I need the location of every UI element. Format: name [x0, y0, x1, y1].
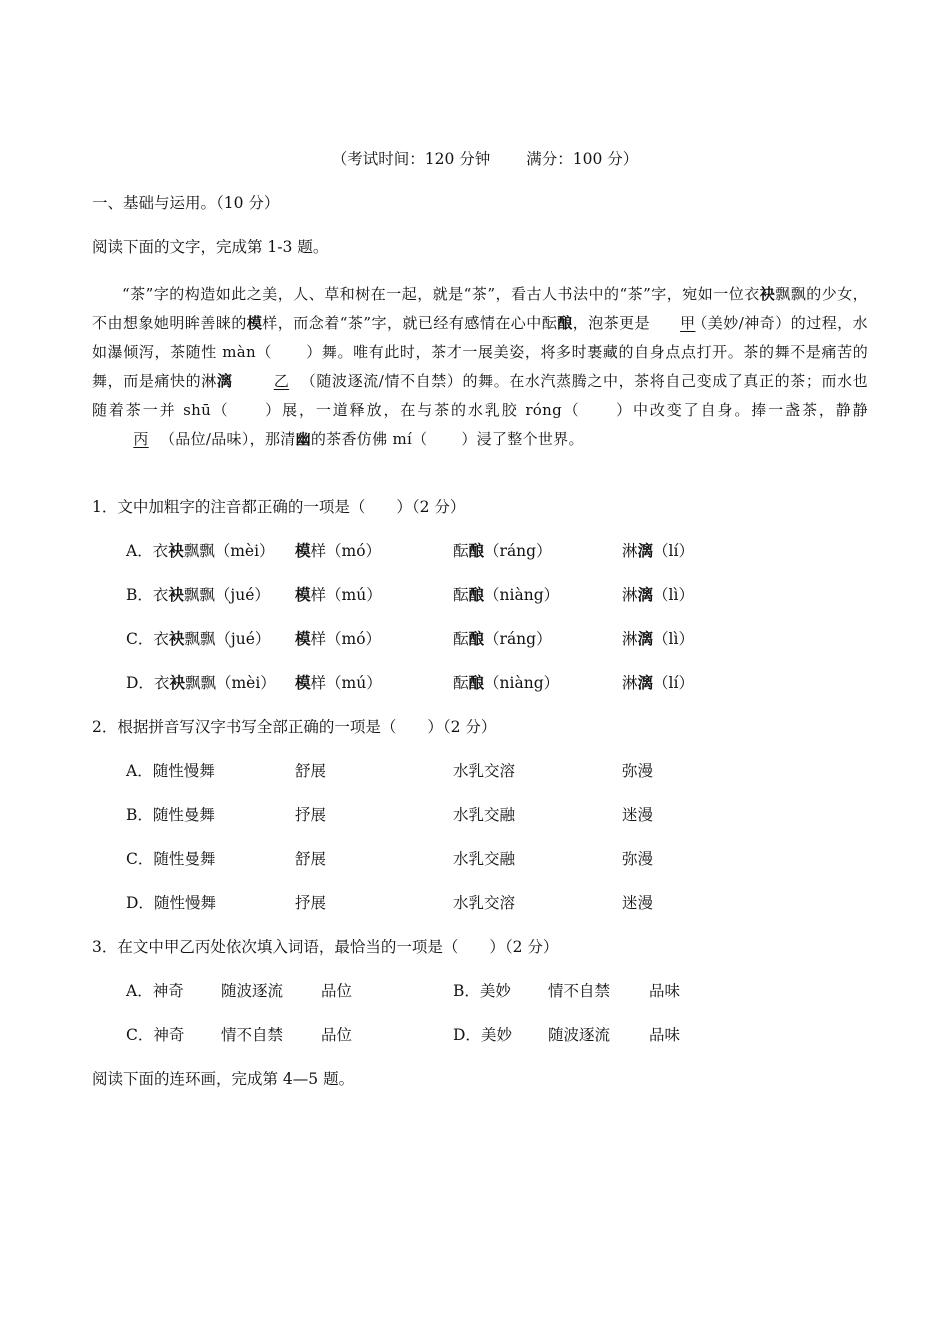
exam-header [0, 148, 950, 170]
option-text: （ráng） [484, 542, 552, 560]
option-text: 飘飘（jué） [184, 630, 271, 648]
blank-bing: 丙 [133, 430, 149, 448]
option-text: 舒展 [295, 762, 327, 780]
blank-jia: 甲 [680, 314, 696, 332]
option-text: 舒展 [295, 850, 327, 868]
option-text: 神奇 [153, 1026, 185, 1044]
option-letter: B． [126, 586, 153, 604]
bold-char: 酿 [468, 541, 485, 560]
option-text: 弥漫 [622, 850, 654, 868]
passage-text: ）舞。唯有此时，茶才一展美姿，将多时裹藏的自身点点打开。茶的舞不是痛苦的舞，而是痛快的淋 [92, 343, 868, 390]
question-1-stem: 1．文中加粗字的注音都正确的一项是（ ）（2 分） [92, 498, 466, 516]
option-text: 随性慢舞 [153, 894, 216, 912]
option-text: 随性曼舞 [152, 806, 215, 824]
option-text: 神奇 [152, 982, 184, 1000]
bold-char: 模 [295, 629, 311, 648]
option-text: （niàng） [484, 674, 560, 692]
option-text: 水乳交融 [453, 850, 516, 868]
option-text: 品位 [321, 982, 353, 1000]
option-letter: C． [126, 630, 154, 648]
bold-char: 漓 [637, 673, 654, 692]
option-text: 水乳交溶 [453, 762, 516, 780]
option-text: 水乳交融 [453, 806, 516, 824]
option-letter: D． [126, 674, 154, 692]
option-text: 迷漫 [622, 894, 654, 912]
option-text: 飘飘（jué） [183, 586, 270, 604]
bold-char: 幽 [295, 430, 311, 448]
option-text: 品味 [649, 982, 681, 1000]
option-text: 品味 [649, 1026, 681, 1044]
option-text: 抒展 [295, 806, 327, 824]
option-text: 美妙 [480, 1026, 512, 1044]
option-text: 酝 [453, 630, 469, 648]
bold-char: 袂 [169, 673, 185, 692]
option-text: 迷漫 [622, 806, 654, 824]
bold-char: 模 [246, 314, 263, 332]
option-text: 淋 [622, 630, 638, 648]
bold-char: 模 [295, 541, 311, 560]
option-text: 情不自禁 [548, 982, 611, 1000]
option-letter: A． [126, 762, 153, 780]
passage-text: （随波逐流/情不自禁）的舞。在水汽蒸腾之中，茶将自己变成了真正的茶；而水也随着茶一并 shū（ [92, 372, 868, 419]
option-text: 衣 [152, 586, 169, 604]
option-letter: D． [126, 894, 154, 912]
option-text: 酝 [453, 674, 469, 692]
passage-text: ）浸了整个世界。 [461, 430, 584, 448]
bold-char: 酿 [468, 585, 485, 604]
option-text: 淋 [622, 542, 638, 560]
bold-char: 袂 [168, 629, 185, 648]
option-text: （lì） [653, 586, 694, 604]
section-title: 一、基础与运用。（10 分） [92, 194, 280, 212]
bold-char: 袂 [168, 541, 184, 560]
option-text: 弥漫 [622, 762, 654, 780]
exam-time: （考试时间：120 分钟 [331, 150, 491, 168]
passage-text: ）中改变了自身。捧一盏茶，静静 [614, 401, 868, 419]
passage-text: 飘飘的少女，不由想象她明眸善睐的 [92, 285, 868, 332]
option-text: 随波逐流 [548, 1026, 611, 1044]
bold-char: 漓 [637, 585, 654, 604]
option-letter: A． [126, 542, 153, 560]
bold-char: 漓 [637, 629, 654, 648]
bold-char: 酿 [468, 673, 485, 692]
bold-char: 模 [295, 585, 311, 604]
question-3-stem: 3．在文中甲乙丙处依次填入词语，最恰当的一项是（ ）（2 分） [92, 938, 559, 956]
option-text: 飘飘（mèi） [183, 542, 275, 560]
blank-yi: 乙 [273, 372, 290, 390]
option-text: 淋 [622, 586, 638, 604]
bold-char: 漓 [637, 541, 654, 560]
bold-char: 袂 [759, 285, 776, 303]
bold-char: 漓 [216, 372, 233, 390]
option-text: 淋 [622, 674, 638, 692]
passage-text: ，泡茶更是 [572, 314, 651, 332]
option-text: 样（mú） [310, 674, 382, 692]
option-text: 样（mó） [310, 630, 382, 648]
option-text: 情不自禁 [221, 1026, 284, 1044]
option-letter: C． [126, 1026, 154, 1044]
bold-char: 模 [295, 673, 311, 692]
bold-char: 袂 [168, 585, 184, 604]
option-text: 水乳交溶 [453, 894, 516, 912]
option-text: 样（mó） [310, 542, 382, 560]
option-text: （niàng） [484, 586, 560, 604]
option-text: 衣 [152, 542, 169, 560]
option-text: 样（mú） [310, 586, 382, 604]
passage-text: （美妙/神奇）的过程，水如瀑倾泻，茶随性 màn（ [92, 314, 868, 361]
passage [92, 280, 868, 454]
option-letter: B． [126, 806, 153, 824]
option-text: 衣 [153, 674, 170, 692]
option-text: 品位 [321, 1026, 353, 1044]
option-text: 抒展 [295, 894, 327, 912]
option-text: 衣 [153, 630, 169, 648]
option-text: 美妙 [479, 982, 511, 1000]
option-text: （lì） [653, 630, 694, 648]
bold-char: 酿 [468, 629, 485, 648]
bold-char: 酿 [557, 314, 573, 332]
option-text: （ráng） [484, 630, 552, 648]
passage-text: ）展，一道释放，在与茶的水乳胶 róng（ [263, 401, 581, 419]
option-letter: B． [453, 982, 480, 1000]
option-text: 随性曼舞 [153, 850, 216, 868]
passage-text: （品位/品味），那清 [160, 430, 296, 448]
exam-score: 满分：100 分） [526, 150, 639, 168]
option-letter: D． [453, 1026, 481, 1044]
question-2-stem: 2．根据拼音写汉字书写全部正确的一项是（ ）（2 分） [92, 718, 497, 736]
option-text: （lí） [653, 674, 694, 692]
reading-instruction-1: 阅读下面的文字，完成第 1-3 题。 [92, 238, 329, 256]
reading-instruction-2: 阅读下面的连环画，完成第 4—5 题。 [92, 1070, 355, 1088]
option-text: 飘飘（mèi） [184, 674, 276, 692]
passage-text: 的茶香仿佛 mí（ [310, 430, 428, 448]
passage-text: 样，而念着“茶”字，就已经有感情在心中酝 [262, 314, 558, 332]
option-letter: C． [126, 850, 154, 868]
option-text: （lí） [653, 542, 694, 560]
option-text: 酝 [453, 586, 469, 604]
passage-text: “茶”字的构造如此之美，人、草和树在一起，就是“茶”，看古人书法中的“茶”字，宛如一位衣 [122, 285, 760, 303]
option-text: 随波逐流 [221, 982, 284, 1000]
option-text: 酝 [453, 542, 469, 560]
option-text: 随性慢舞 [152, 762, 215, 780]
option-letter: A． [126, 982, 153, 1000]
